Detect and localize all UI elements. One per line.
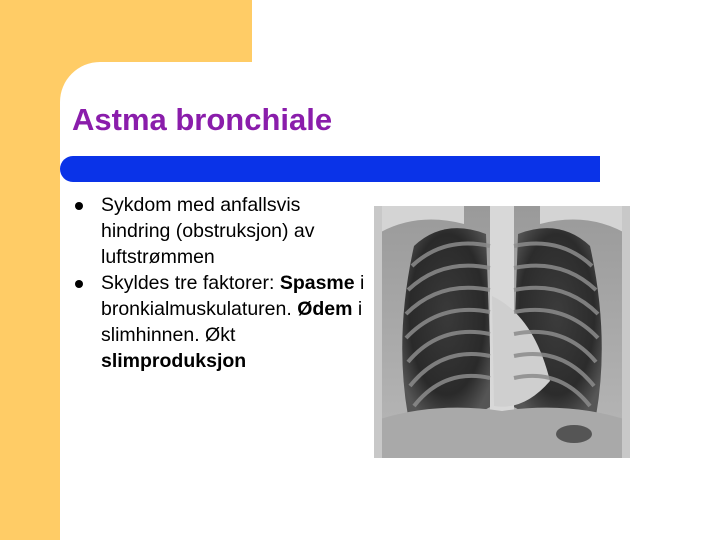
decorative-frame-top [0,0,252,62]
bullet-term-odem: Ødem [297,298,353,320]
bullet-term-spasme: Spasme [279,272,355,294]
bullet-text-lead: Skyldes tre faktorer: [101,272,280,294]
bullet-term-slimproduksjon: slimproduksjon [101,350,247,372]
decorative-frame-left [0,0,60,540]
bullet-list [72,192,372,374]
bullet-item [72,270,372,374]
bullet-text: i slimhinnen. Økt [101,298,363,346]
bullet-text: i bronkialmuskulaturen. [101,272,365,320]
slide-title: Astma bronchiale [72,102,333,137]
title-underline-bar [60,156,600,182]
bullet-dot-icon [75,202,83,210]
bullet-dot-icon [75,280,83,288]
chest-xray-image [374,206,630,458]
bullet-text: Sykdom med anfallsvis hindring (obstruksjon) av luftstrømmen [101,194,315,268]
bullet-item [72,192,372,270]
